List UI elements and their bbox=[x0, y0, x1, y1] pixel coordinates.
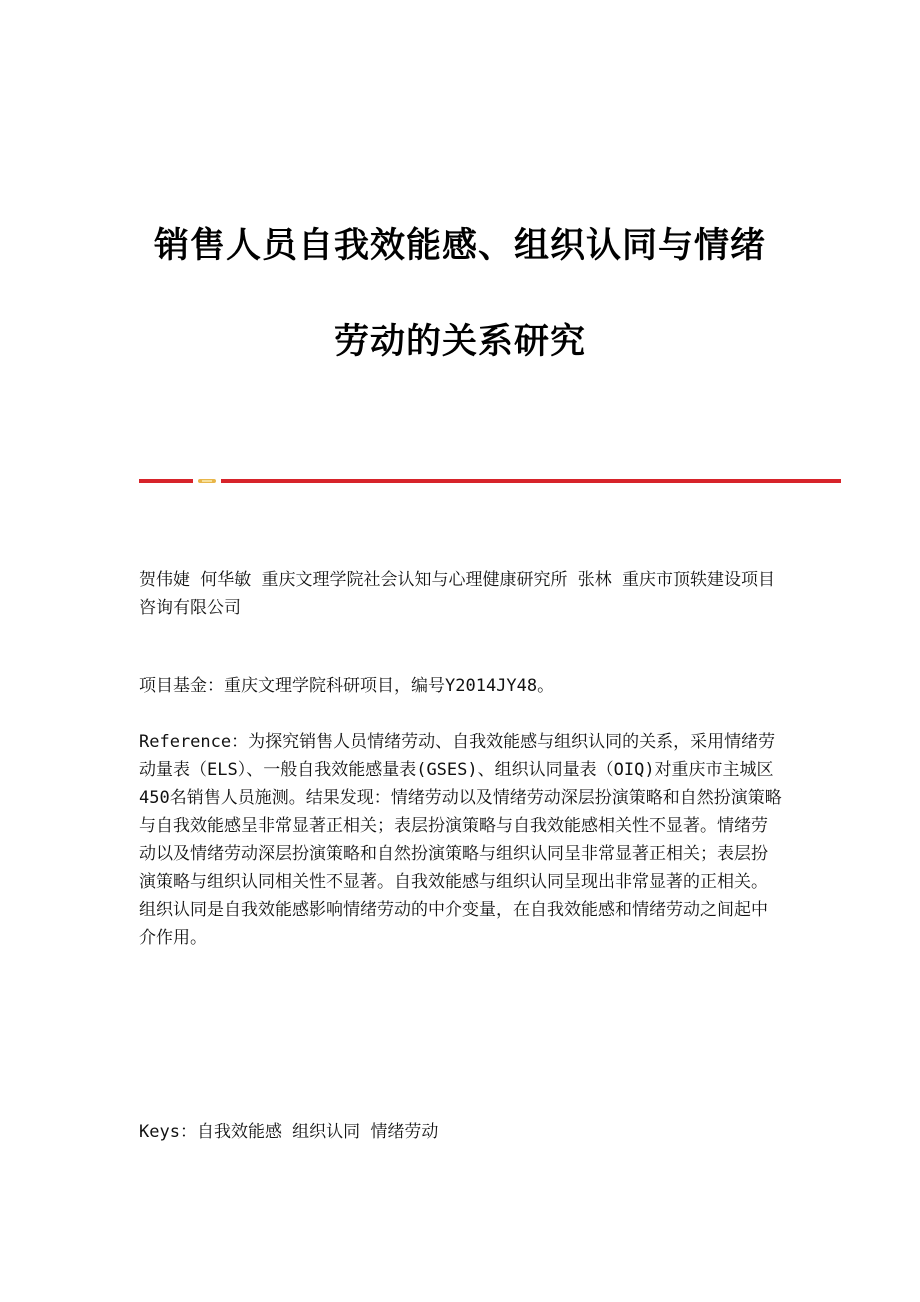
divider-right-segment bbox=[221, 479, 841, 483]
keywords: Keys：自我效能感 组织认同 情绪劳动 bbox=[139, 1122, 439, 1142]
divider-ornament-icon bbox=[197, 478, 217, 484]
title-divider bbox=[139, 478, 841, 484]
authors-affiliations: 贺伟婕 何华敏 重庆文理学院社会认知与心理健康研究所 张林 重庆市顶轶建设项目咨询有限公司 bbox=[139, 570, 775, 618]
funding-note: 项目基金：重庆文理学院科研项目，编号Y2014JY48。 bbox=[139, 676, 555, 696]
document-title-line-1: 销售人员自我效能感、组织认同与情绪 bbox=[153, 226, 766, 266]
document-title-line-2: 劳动的关系研究 bbox=[333, 322, 586, 362]
abstract: Reference：为探究销售人员情绪劳动、自我效能感与组织认同的关系，采用情绪劳动量表（ELS）、一般自我效能感量表(GSES)、组织认同量表（OIQ)对重庆市主城区450名销售人员施测。结果发现：情绪劳动以及情绪劳动深层扮演策略和自然扮演策略与自我效能感呈非常显著正相关；表层扮演策略与自我效能感相关性不显著。情绪劳动以及情绪劳动深层扮演策略和自然扮演策略与组织认同呈非常显著正相关；表层扮演策略与组织认同相关性不显著。自我效能感与组织认同呈现出非常显著的正相关。组织认同是自我效能感影响情绪劳动的中介变量，在自我效能感和情绪劳动之间起中介作用。 bbox=[139, 732, 782, 948]
divider-left-segment bbox=[139, 479, 193, 483]
